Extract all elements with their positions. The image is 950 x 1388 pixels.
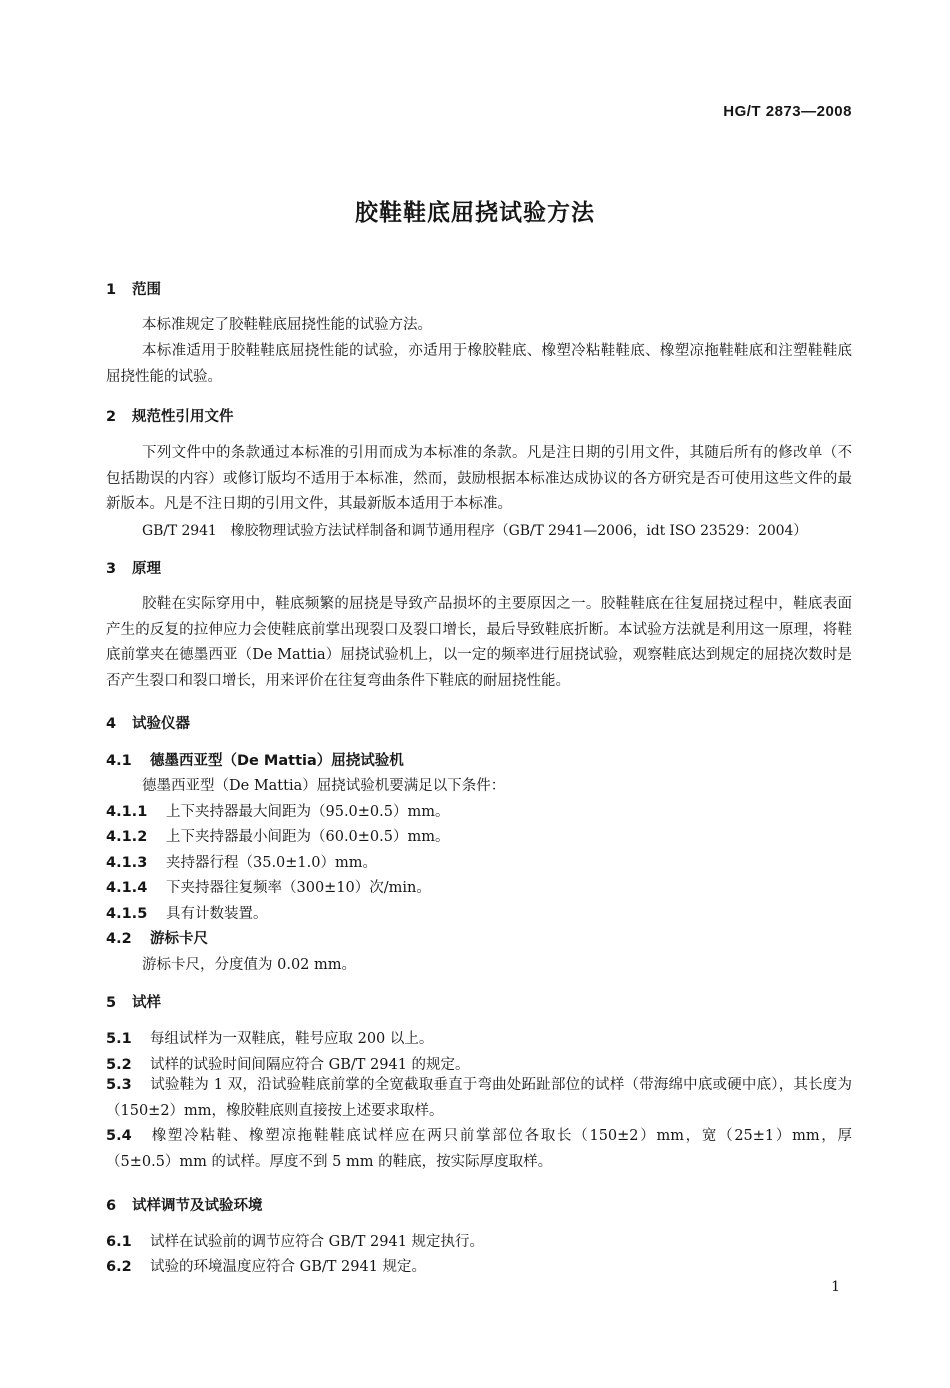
section-5-heading: [106, 991, 161, 1012]
clause-6-1: [106, 1230, 484, 1251]
clause-text: 夹持器行程（35.0±1.0）mm。: [166, 855, 377, 871]
clause-text: 试验的环境温度应符合 GB/T 2941 规定。: [150, 1259, 427, 1275]
clause-6-2: [106, 1255, 426, 1276]
clause-text: 具有计数装置。: [166, 906, 268, 922]
clause-4-1-5: [106, 902, 268, 923]
clause-4-1-1: [106, 800, 450, 821]
clause-4-1-3: [106, 851, 377, 872]
paragraph: 下列文件中的条款通过本标准的引用而成为本标准的条款。凡是注日期的引用文件，其随后所有的修改单（不包括勘误的内容）或修订版均不适用于本标准，然而，鼓励根据本标准达成协议的各方研究是否可使用这些文件的最新版本。凡是不注日期的引用文件，其最新版本适用于本标准。: [106, 445, 852, 512]
clause-5-1: [106, 1027, 433, 1048]
clause-number: 5.2: [106, 1057, 132, 1073]
clause-number: 5.3: [106, 1077, 132, 1093]
clause-number: 6.2: [106, 1259, 132, 1275]
clause-intro: 德墨西亚型（De Mattia）屈挠试验机要满足以下条件：: [142, 778, 506, 794]
page-number: 1: [831, 1279, 840, 1295]
section-number: 1: [106, 282, 117, 298]
section-number: 6: [106, 1198, 117, 1214]
clause-number: 4.2: [106, 931, 132, 947]
clause-number: 5.4: [106, 1128, 132, 1144]
section-number: 2: [106, 409, 117, 425]
clause-4-1: [106, 749, 404, 770]
clause-number: 5.1: [106, 1031, 132, 1047]
document-title: 胶鞋鞋底屈挠试验方法: [355, 200, 595, 226]
section-title: 原理: [132, 561, 161, 577]
clause-number: 4.1.1: [106, 804, 148, 820]
clause-text: 下夹持器往复频率（300±10）次/min。: [166, 880, 431, 896]
section-number: 5: [106, 995, 117, 1011]
clause-number: 6.1: [106, 1234, 132, 1250]
clause-5-3: [106, 1073, 852, 1124]
section-title: 试样: [132, 995, 161, 1011]
clause-text: 每组试样为一双鞋底，鞋号应取 200 以上。: [150, 1031, 434, 1047]
clause-text: 德墨西亚型（De Mattia）屈挠试验机: [150, 753, 404, 769]
clause-4-2: [106, 927, 208, 948]
clause-text: 上下夹持器最大间距为（95.0±0.5）mm。: [166, 804, 450, 820]
section-6-heading: [106, 1194, 263, 1215]
clause-5-4: [106, 1124, 852, 1175]
clause-number: 4.1.3: [106, 855, 148, 871]
clause-text: 橡塑冷粘鞋、橡塑凉拖鞋鞋底试样应在两只前掌部位各取长（150±2）mm，宽（25±1）mm，厚（5±0.5）mm 的试样。厚度不到 5 mm 的鞋底，按实际厚度取样。: [106, 1128, 852, 1170]
normative-reference: GB/T 2941 橡胶物理试验方法试样制备和调节通用程序（GB/T 2941—2006，idt ISO 23529：2004）: [142, 523, 808, 539]
clause-text: 试样在试验前的调节应符合 GB/T 2941 规定执行。: [150, 1234, 485, 1250]
clause-4-1-2: [106, 825, 450, 846]
paragraph: 本标准规定了胶鞋鞋底屈挠性能的试验方法。: [142, 317, 432, 333]
document-code: HG/T 2873—2008: [723, 103, 852, 120]
section-number: 3: [106, 561, 117, 577]
paragraph: 本标准适用于胶鞋鞋底屈挠性能的试验，亦适用于橡胶鞋底、橡塑冷粘鞋鞋底、橡塑凉拖鞋鞋底和注塑鞋鞋底屈挠性能的试验。: [106, 343, 852, 385]
clause-number: 4.1.5: [106, 906, 148, 922]
section-title: 规范性引用文件: [132, 409, 234, 425]
clause-number: 4.1: [106, 753, 132, 769]
clause-text: 试验鞋为 1 双，沿试验鞋底前掌的全宽截取垂直于弯曲处跖趾部位的试样（带海绵中底或硬中底），其长度为（150±2）mm，橡胶鞋底则直接按上述要求取样。: [106, 1077, 852, 1119]
clause-number: 4.1.2: [106, 829, 148, 845]
section-title: 范围: [132, 282, 161, 298]
section-4-heading: [106, 712, 190, 733]
section-2-heading: [106, 405, 234, 426]
section-number: 4: [106, 716, 117, 732]
section-title: 试验仪器: [132, 716, 190, 732]
clause-text: 游标卡尺: [150, 931, 208, 947]
clause-text: 上下夹持器最小间距为（60.0±0.5）mm。: [166, 829, 450, 845]
section-1-heading: [106, 278, 161, 299]
clause-description: 游标卡尺，分度值为 0.02 mm。: [142, 957, 357, 973]
clause-number: 4.1.4: [106, 880, 148, 896]
clause-text: 试样的试验时间间隔应符合 GB/T 2941 的规定。: [150, 1057, 470, 1073]
section-3-heading: [106, 557, 161, 578]
clause-5-2: [106, 1053, 470, 1074]
clause-4-1-4: [106, 876, 431, 897]
paragraph: 胶鞋在实际穿用中，鞋底频繁的屈挠是导致产品损坏的主要原因之一。胶鞋鞋底在往复屈挠过程中，鞋底表面产生的反复的拉伸应力会使鞋底前掌出现裂口及裂口增长，最后导致鞋底折断。本试验方法就是利用这一原理，将鞋底前掌夹在德墨西亚（De Mattia）屈挠试验机上，以一定的频率进行屈挠试验，观察鞋底达到规定的屈挠次数时是否产生裂口和裂口增长，用来评价在往复弯曲条件下鞋底的耐屈挠性能。: [106, 596, 852, 689]
section-title: 试样调节及试验环境: [132, 1198, 263, 1214]
